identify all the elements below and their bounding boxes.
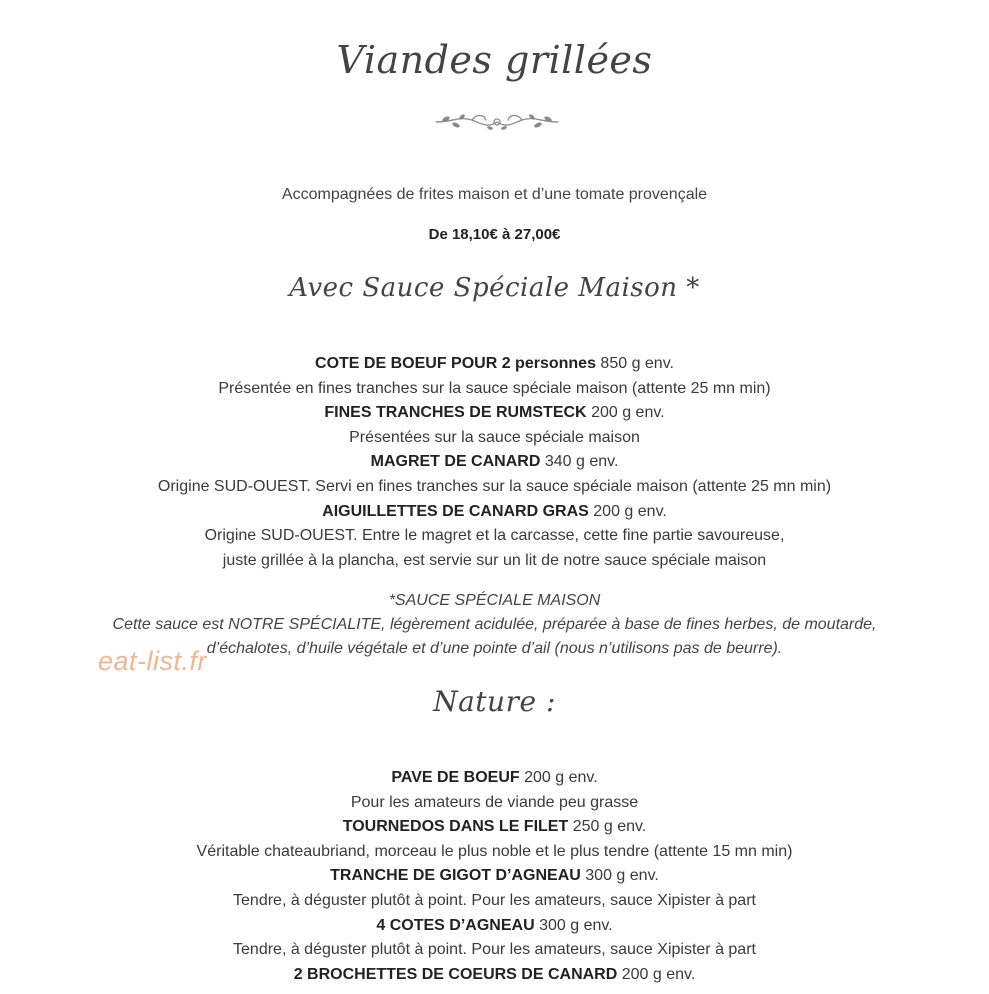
menu-item-weight: 200 g env. — [524, 769, 598, 786]
menu-item — [0, 963, 989, 988]
menu-item-weight: 850 g env. — [600, 355, 674, 372]
menu-item — [0, 914, 989, 939]
menu-item-name: TRANCHE DE GIGOT D’AGNEAU — [330, 867, 581, 885]
menu-item-name: MAGRET DE CANARD — [370, 453, 541, 471]
sauce-note-text: d’échalotes, d’huile végétale et d’une pointe d’ail (nous n’utilisons pas de beurre). — [206, 640, 783, 657]
menu-item-description: Origine SUD-OUEST. Servi en fines tranches sur la sauce spéciale maison (attente 25 mn min) — [157, 477, 832, 495]
menu-item-weight: 340 g env. — [544, 453, 619, 471]
menu-item-description: Origine SUD-OUEST. Entre le magret et la carcasse, cette fine partie savoureuse, — [204, 527, 785, 545]
menu-item-name: FINES TRANCHES DE RUMSTECK — [324, 404, 587, 422]
menu-item — [0, 815, 989, 840]
menu-item-name: COTE DE BOEUF POUR 2 personnes — [315, 355, 596, 372]
menu-item-weight: 200 g env. — [593, 502, 667, 520]
menu-item-description: juste grillée à la plancha, est servie sur un lit de notre sauce spéciale maison — [222, 551, 767, 569]
menu-item — [0, 352, 989, 377]
menu-item-name: 2 BROCHETTES DE COEURS DE CANARD — [293, 965, 618, 983]
menu-item-name: 4 COTES D’AGNEAU — [376, 916, 535, 934]
section-title-nature: Nature : — [433, 685, 556, 718]
menu-item-description: Tendre, à déguster plutôt à point. Pour les amateurs, sauce Xipister à part — [233, 941, 756, 959]
menu-item-weight: 300 g env. — [585, 867, 659, 885]
menu-item-weight: 200 g env. — [621, 965, 696, 983]
subtitle: Accompagnées de frites maison et d’une tomate provençale — [281, 186, 708, 203]
menu-item — [0, 450, 989, 475]
menu-item-weight: 300 g env. — [539, 916, 613, 934]
menu-item — [0, 401, 989, 426]
menu-item — [0, 500, 989, 525]
floral-ornament-icon — [432, 108, 562, 136]
menu-item-description: Pour les amateurs de viande peu grasse — [350, 793, 639, 811]
page-title: Viandes grillées — [336, 38, 653, 82]
menu-item — [0, 766, 989, 791]
menu-item-description: Présentée en fines tranches sur la sauce spéciale maison (attente 25 mn min) — [218, 379, 771, 397]
section-title-sauce: Avec Sauce Spéciale Maison * — [289, 273, 700, 303]
watermark: eat-list.fr — [98, 646, 208, 676]
menu-item-name: PAVE DE BOEUF — [391, 769, 520, 786]
sauce-note-title: *SAUCE SPÉCIALE MAISON — [388, 592, 601, 609]
menu-list-nature — [0, 766, 989, 987]
menu-item-name: TOURNEDOS DANS LE FILET — [342, 818, 569, 836]
menu-item-weight: 250 g env. — [572, 818, 647, 836]
menu-item-description: Tendre, à déguster plutôt à point. Pour les amateurs, sauce Xipister à part — [233, 891, 756, 909]
menu-item-name: AIGUILLETTES DE CANARD GRAS — [322, 502, 589, 520]
price-range: De 18,10€ à 27,00€ — [428, 226, 561, 243]
sauce-note-text: Cette sauce est NOTRE SPÉCIALITE, légèrement acidulée, préparée à base de fines herbes, de moutarde, — [112, 616, 877, 633]
menu-item-description: Véritable chateaubriand, morceau le plus noble et le plus tendre (attente 15 mn min) — [196, 842, 793, 860]
menu-item-weight: 200 g env. — [591, 404, 665, 422]
menu-list-sauce — [0, 352, 989, 573]
menu-item-description: Présentées sur la sauce spéciale maison — [349, 428, 640, 446]
menu-item — [0, 864, 989, 889]
